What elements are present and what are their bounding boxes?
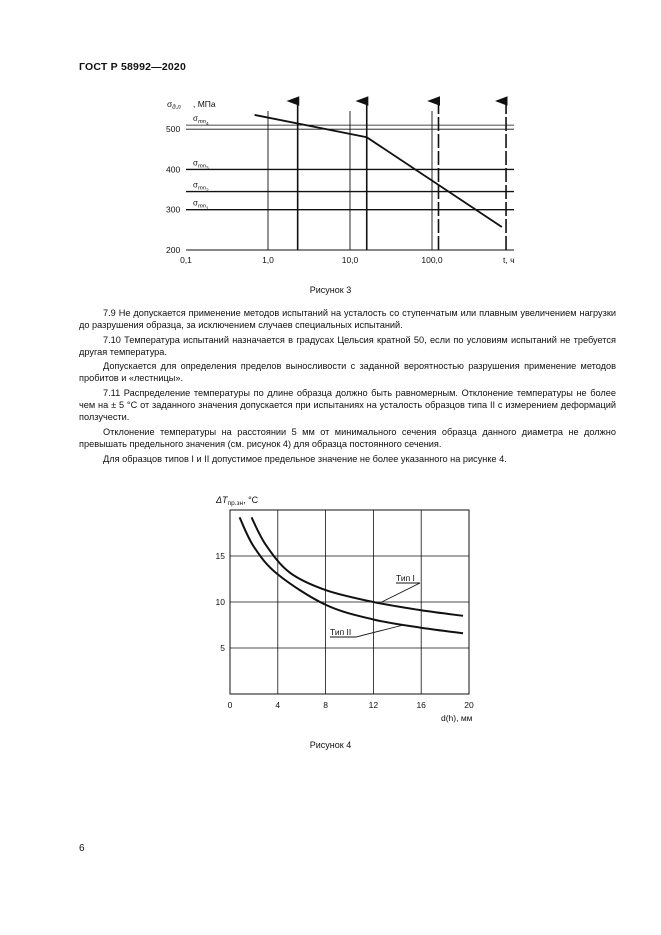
fig4-series-leader-line [382,583,420,602]
fig4-x-tick-label: 12 [368,700,379,710]
fig3-x-tick-label: 1,0 [262,255,274,265]
fig3-x-tick-label: 100,0 [421,255,443,265]
fig4-y-tick-label: 10 [215,597,225,607]
fig3-level-label: $\sigma_{тn4}$ [193,114,209,128]
fig3-data-point [366,136,368,138]
fig3-y-axis-label: , МПа [193,99,216,109]
fig3-y-tick-label: 200 [166,245,181,255]
fig4-y-tick-label: 5 [220,643,225,653]
fig3-level-label: $\sigma_{тn3}$ [193,158,209,172]
paragraph: Для образцов типов I и II допустимое предельное значение не более указанного на рисунке 4. [103,453,507,464]
fig4-x-tick-label: 8 [323,700,328,710]
fig4-y-tick-label: 15 [215,551,225,561]
fig3-x-tick-label: 10,0 [341,255,359,265]
paragraph: 7.11 Распределение температуры по длине образца должно быть равномерным. Отклонение температуры не более чем на ± 5 °С от заданного значения допускается при испытаниях на усталость образцов типа II с измерением деформаций ползучести. [79,388,616,423]
figure-3-chart [0,0,661,280]
fig4-x-tick-label: 20 [464,700,474,710]
paragraph: 7.10 Температура испытаний назначается в градусах Цельсия кратной 50, если по условиям испытаний не требуется другая температура. [79,334,616,357]
fig3-y-tick-label: 400 [166,164,181,175]
fig4-y-axis-label: $\Delta T_{пр.зн}$, °С [216,495,259,507]
fig4-series-label-type1: Тип I [396,573,415,583]
page-number: 6 [79,843,85,854]
paragraph: Отклонение температуры на расстоянии 5 мм от минимального сечения образца данного диаметра не должно превышать предельного значения (см. рисунок 4) для образца постоянного сечения. [79,426,616,449]
fig3-y-tick-label: 500 [166,124,181,135]
fig4-series-curve [252,517,464,615]
body-text [79,307,616,467]
fig3-level-label: $\sigma_{тn1}$ [193,198,209,212]
fig3-y-label-sym: $\sigma_{д.п}$ [167,99,181,111]
fig4-series-curve [240,517,463,633]
fig4-x-tick-label: 16 [416,700,426,710]
fig3-data-point [254,114,256,116]
paragraph: Допускается для определения пределов выносливости с заданной вероятностью разрушения применение методов пробитов и «лестницы». [79,361,616,384]
fig3-data-point [500,226,502,228]
paragraph: 7.9 Не допускается применение методов испытаний на усталость со ступенчатым или плавным увеличением нагрузки до разрушения образца, за исключением случаев специальных испытаний. [79,308,616,331]
document-header: ГОСТ Р 58992—2020 [79,61,187,73]
fig4-x-tick-label: 0 [227,700,233,710]
fig3-level-label: $\sigma_{тn2}$ [193,180,209,194]
fig4-x-tick-label: 4 [275,700,281,710]
figure-4-chart [0,485,661,730]
fig3-x-axis-label: t, ч [503,255,515,265]
fig3-y-tick-label: 300 [166,204,181,215]
figure-4-caption: Рисунок 4 [309,740,352,750]
fig4-series-label-type2: Тип II [330,627,352,637]
fig4-x-axis-label: d(h), мм [441,713,473,723]
fig3-x-tick-label: 0,1 [180,255,192,265]
figure-3-caption: Рисунок 3 [309,285,352,295]
